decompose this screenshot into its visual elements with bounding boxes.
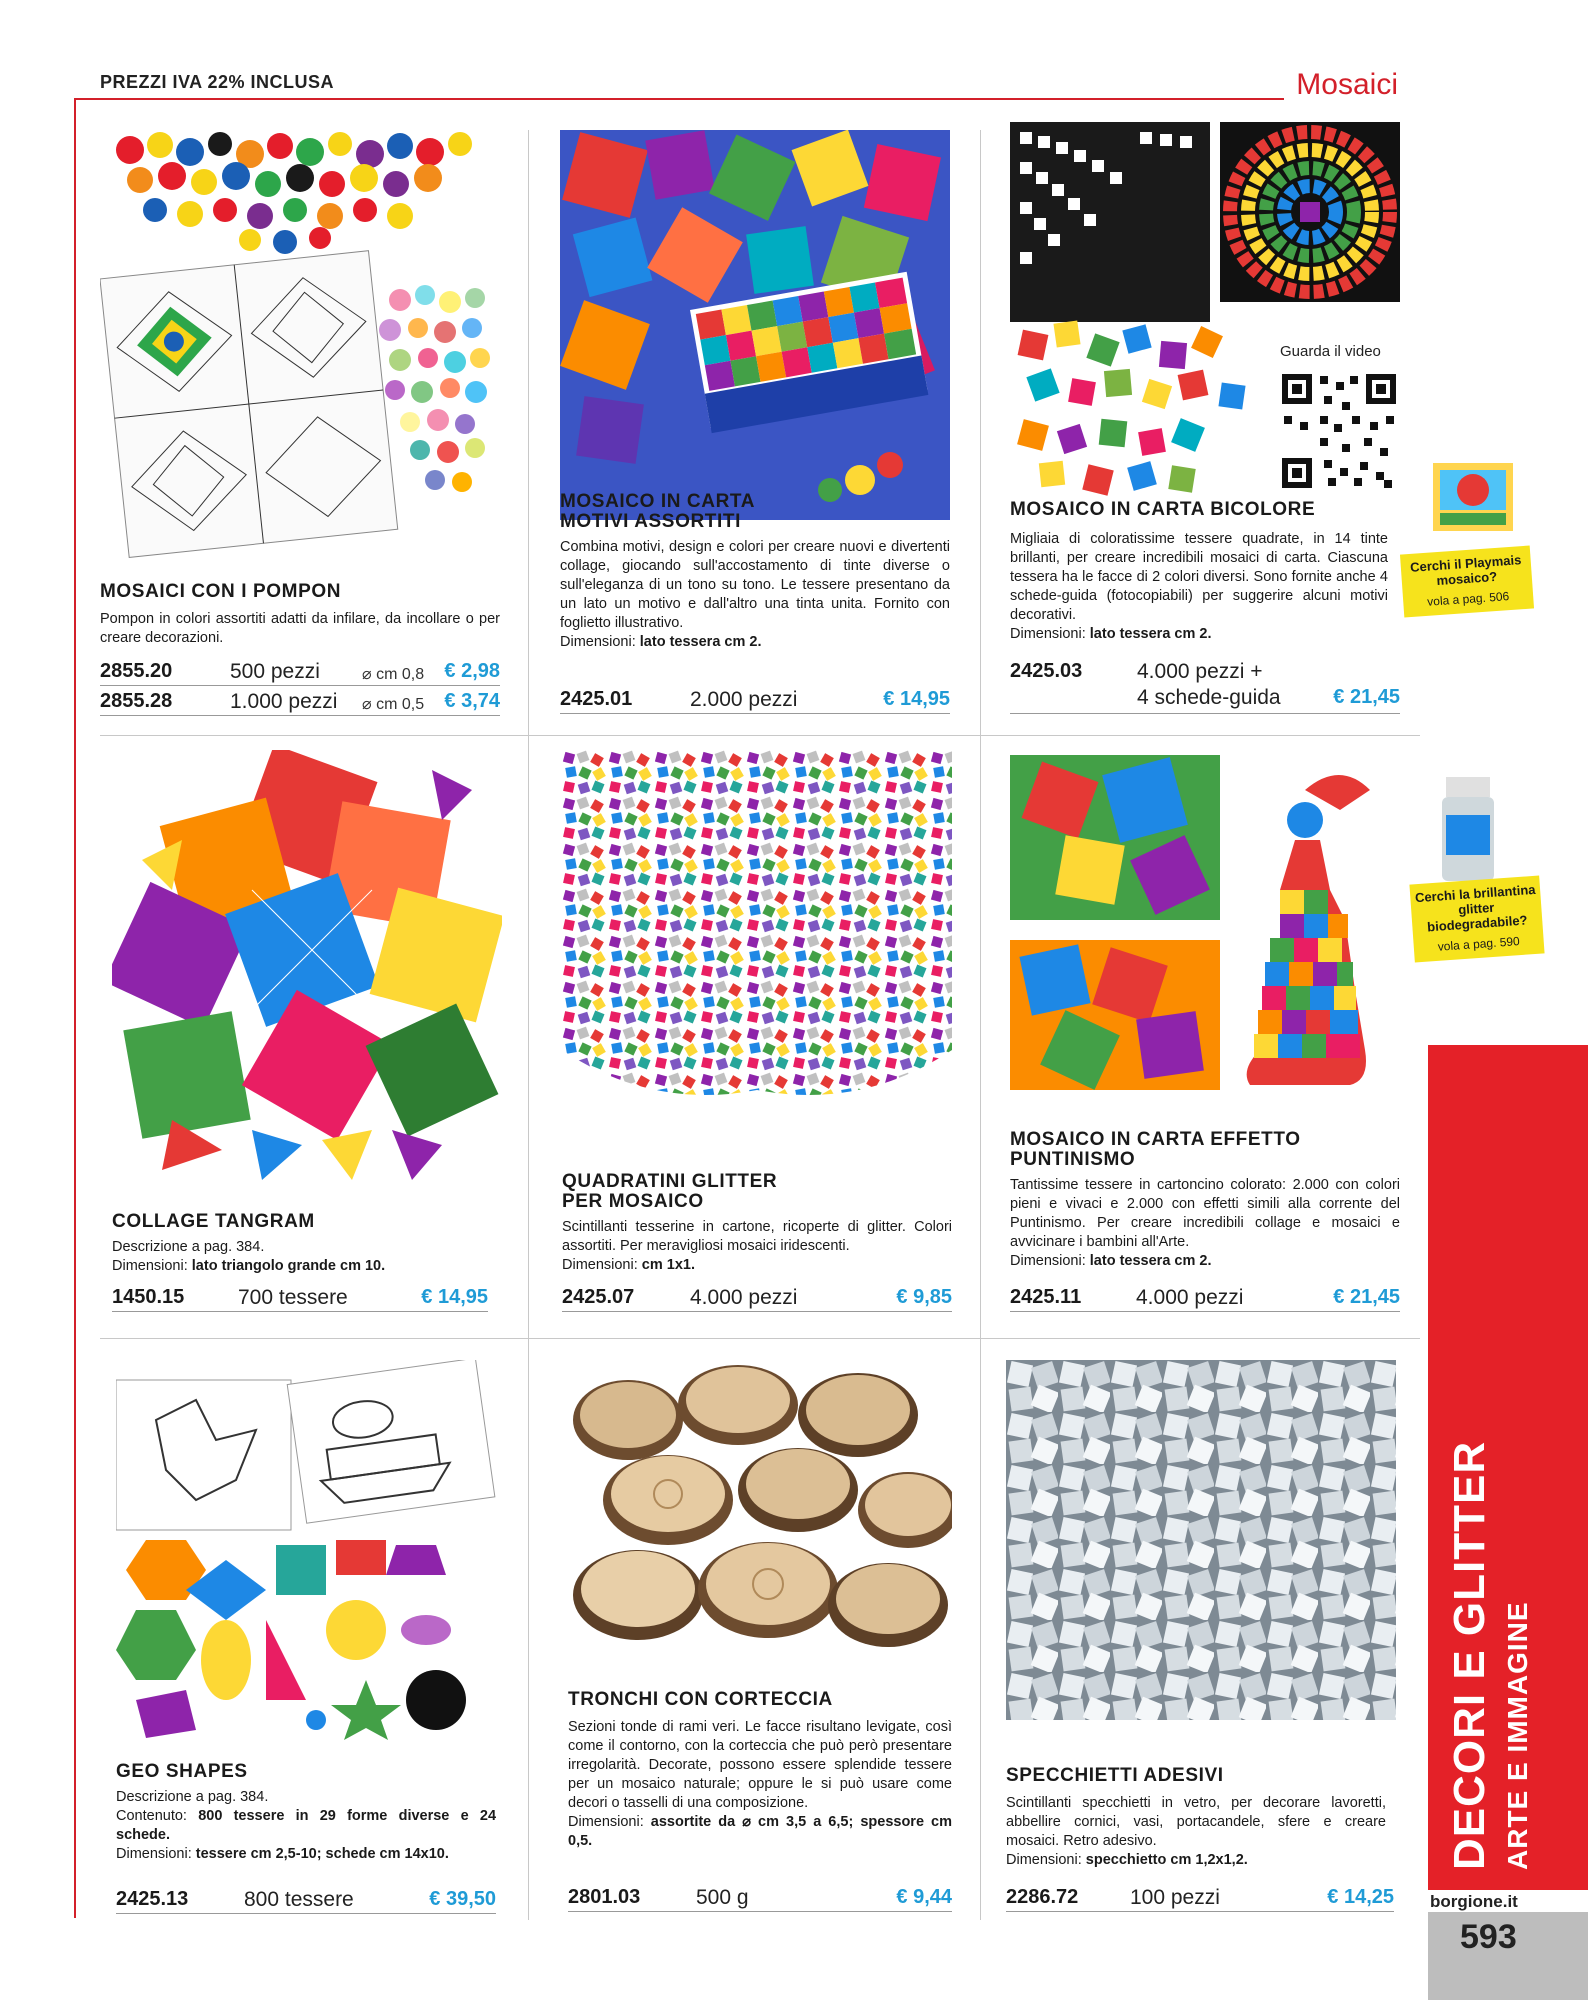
diameter: ⌀ cm 0,5 (362, 696, 425, 713)
product-title: GEO SHAPES (116, 1761, 248, 1782)
product-code: 2425.07 (562, 1286, 635, 1308)
product-card-puntinismo (1010, 750, 1400, 1330)
price: € 21,45 (1333, 686, 1400, 708)
product-code: 2425.11 (1010, 1286, 1082, 1308)
product-description: Migliaia di coloratissime tessere quadrate, in 14 tinte brillanti, per creare incredibili mosaici di carta. Ciascuna tessera ha le facce di 2 colori diversi. Sono fornite anche 4 schede-guida (fotocopiabili) per suggerire alcuni motivi decorativi. Dimensioni: lato tessera cm 2. (1010, 531, 1388, 642)
product-description: Descrizione a pag. 384. Dimensioni: lato triangolo grande cm 10. (112, 1239, 386, 1274)
pompon-image (100, 130, 500, 560)
product-title: SPECCHIETTI ADESIVI (1006, 1765, 1224, 1786)
row-divider (100, 1338, 1420, 1339)
row-divider (100, 735, 1420, 736)
product-title: MOSAICO IN CARTA EFFETTO PUNTINISMO (1010, 1129, 1301, 1170)
product-description: Scintillanti tesserine in cartone, ricoperte di glitter. Colori assortiti. Per meravigliosi mosaici iridescenti. Dimensioni: cm 1x1. (562, 1219, 952, 1273)
price-row (1010, 658, 1400, 714)
price: € 9,85 (896, 1286, 952, 1308)
product-description: Descrizione a pag. 384. Contenuto: 800 tessere in 29 forme diverse e 24 schede. Dimensioni: tessere cm 2,5-10; schede cm 14x10. (116, 1789, 497, 1862)
page-link[interactable]: vola a pag. 590 (1437, 934, 1521, 954)
product-code: 2855.28 (100, 690, 173, 712)
product-card-bicolore (1010, 122, 1400, 730)
product-title: MOSAICO IN CARTA MOTIVI ASSORTITI (560, 491, 756, 532)
mirror-tiles-image (1006, 1360, 1396, 1720)
price-row (1006, 1884, 1394, 1912)
glitter-jar-image (1438, 775, 1498, 885)
price-row (116, 1886, 496, 1914)
price-row (1010, 1284, 1400, 1312)
product-card-motivi-assortiti (560, 130, 950, 730)
qr-code (1280, 372, 1398, 490)
quantity: 800 tessere (244, 1888, 354, 1911)
diameter: ⌀ cm 0,8 (362, 666, 425, 683)
price: € 3,74 (444, 690, 500, 712)
price: € 14,25 (1327, 1886, 1394, 1908)
price-row (112, 1284, 488, 1312)
price: € 14,95 (883, 688, 950, 710)
quantity: 700 tessere (238, 1286, 348, 1309)
page-number: 593 (1460, 1918, 1517, 1956)
playmais-box-image (1428, 455, 1518, 535)
quantity: 2.000 pezzi (690, 688, 798, 711)
product-code: 2801.03 (568, 1886, 641, 1908)
quantity-extra: 4 schede-guida (1137, 686, 1281, 709)
product-description: Combina motivi, design e colori per creare nuovi e divertenti collage, giocando sull'accostamento di tinte diverse o sull'eleganza di un tono su tono. Le tessere presentano da un lato un motivo e dall'altro una tinta unita. Fornito con foglietto illustrativo. Dimensioni: lato tessera cm 2. (560, 539, 950, 650)
price: € 21,45 (1333, 1286, 1400, 1308)
cross-reference-note: Cerchi la brillantina glitter biodegradabile? vola a pag. 590 (1409, 876, 1544, 963)
page-link[interactable]: vola a pag. 506 (1426, 589, 1510, 609)
patterned-tiles-image (560, 130, 950, 520)
column-divider (528, 130, 529, 1920)
quantity: 1.000 pezzi (230, 690, 338, 713)
bicolore-mosaic-image (1010, 122, 1400, 502)
quantity: 4.000 pezzi (1136, 1286, 1244, 1309)
product-card-geo-shapes (116, 1360, 496, 1920)
quantity: 4.000 pezzi + (1137, 660, 1263, 683)
product-title: COLLAGE TANGRAM (112, 1211, 315, 1232)
puntinismo-image (1010, 750, 1400, 1090)
product-title: MOSAICO IN CARTA BICOLORE (1010, 499, 1316, 520)
product-code: 2425.03 (1010, 660, 1083, 682)
section-label: ARTE E IMMAGINE (1502, 1601, 1533, 1870)
geo-shapes-image (116, 1360, 496, 1740)
product-card-tangram (112, 750, 502, 1330)
price-row (568, 1884, 952, 1912)
quantity: 500 pezzi (230, 660, 320, 683)
column-divider (980, 130, 981, 1920)
price-row (562, 1284, 952, 1312)
left-rule (74, 98, 76, 1918)
price-note-header: PREZZI IVA 22% INCLUSA (100, 72, 335, 92)
product-code: 1450.15 (112, 1286, 185, 1308)
product-card-glitter (562, 750, 952, 1330)
price: € 14,95 (421, 1286, 488, 1308)
price: € 9,44 (896, 1886, 952, 1908)
product-description: Tantissime tessere in cartoncino colorato: 2.000 con colori pieni e vivaci e 2.000 con effetti simili alla corrente del Puntinismo. Per creare incredibili collage e mosaici e avvicinare i bambini all'Arte. Dimensioni: lato tessera cm 2. (1010, 1177, 1400, 1269)
price-row (100, 658, 500, 686)
product-card-specchietti (1006, 1360, 1396, 1920)
quantity: 100 pezzi (1130, 1886, 1220, 1909)
cross-reference-note: Cerchi il Playmais mosaico? vola a pag. 506 (1400, 546, 1534, 618)
price: € 39,50 (429, 1888, 496, 1910)
price: € 2,98 (444, 660, 500, 682)
product-card-pompon (100, 130, 500, 730)
wood-slices-image (568, 1360, 952, 1675)
product-code: 2425.13 (116, 1888, 189, 1910)
video-label: Guarda il video (1280, 343, 1381, 360)
product-title: TRONCHI CON CORTECCIA (568, 1689, 833, 1710)
product-description: Sezioni tonde di rami veri. Le facce risultano levigate, così come il contorno, con la corteccia che può però presentare irregolarità. Decorate, possono essere splendide tessere per un mosaico naturale; oppure le si può usare come decori o tasselli di una composizione. Dimensioni: assortite da ⌀ cm 3,5 a 6,5; spessore cm 0,5. (568, 1719, 953, 1849)
product-description: Scintillanti specchietti in vetro, per decorare lavoretti, abbellire cornici, vasi, portacandele, sfere e creare mosaici. Retro adesivo. Dimensioni: specchietto cm 1,2x1,2. (1006, 1795, 1386, 1868)
quantity: 4.000 pezzi (690, 1286, 798, 1309)
price-row (100, 688, 500, 716)
product-code: 2425.01 (560, 688, 633, 710)
price-row (560, 686, 950, 714)
product-code: 2855.20 (100, 660, 173, 682)
page-title: Mosaici (1296, 68, 1398, 101)
product-code: 2286.72 (1006, 1886, 1079, 1908)
quantity: 500 g (696, 1886, 749, 1909)
product-card-tronchi (568, 1360, 952, 1920)
tangram-image (112, 750, 502, 1190)
header-rule (74, 98, 1284, 100)
product-title: MOSAICI CON I POMPON (100, 581, 342, 602)
category-label: DECORI E GLITTER (1445, 1440, 1494, 1870)
product-title: QUADRATINI GLITTER PER MOSAICO (562, 1171, 778, 1212)
product-description: Pompon in colori assortiti adatti da infilare, da incollare o per creare decorazioni. (100, 611, 500, 646)
glitter-squares-image (562, 750, 952, 1105)
website-link[interactable]: borgione.it (1430, 1892, 1518, 1911)
